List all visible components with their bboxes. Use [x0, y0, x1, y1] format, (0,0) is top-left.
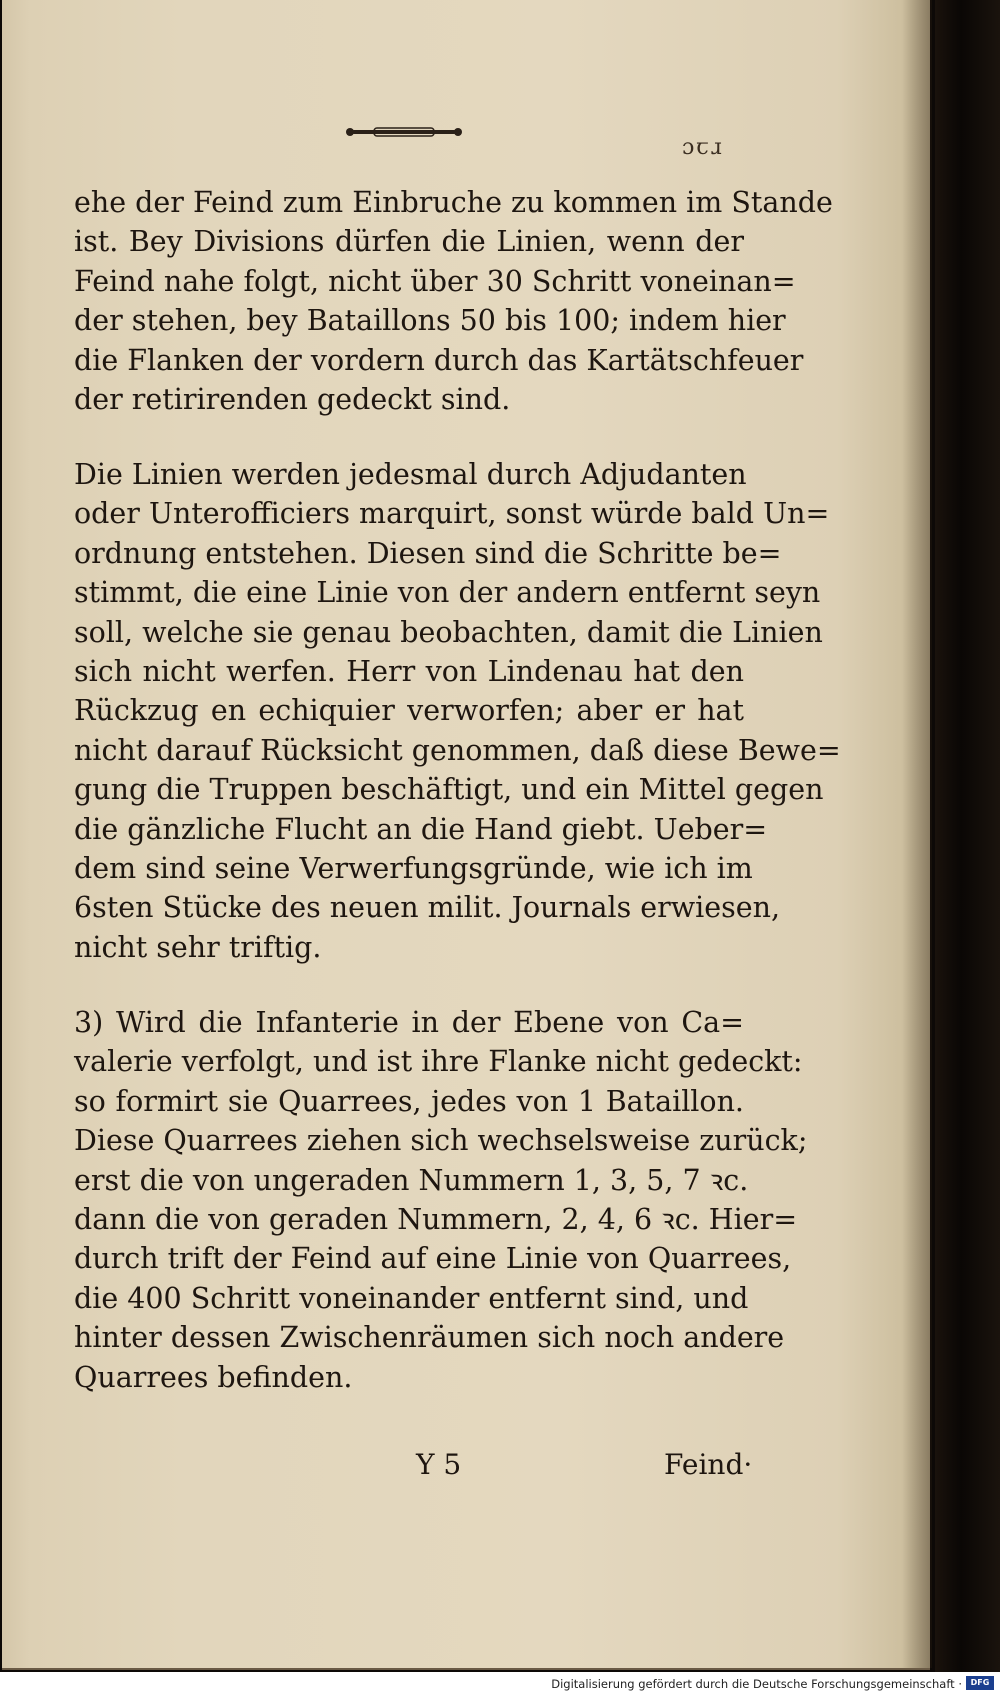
text-line: Rückzug en echiquier verworfen; aber er hat: [74, 694, 744, 728]
text-line: Feind nahe folgt, nicht über 30 Schritt voneinan=: [74, 264, 796, 298]
book-edge: [935, 0, 1000, 1672]
digitization-credit-bar: [0, 1672, 1000, 1696]
text-line: gung die Truppen beschäftigt, und ein Mittel gegen: [74, 773, 824, 807]
text-line: Diese Quarrees ziehen sich wechselsweise zurück;: [74, 1124, 808, 1158]
text-line: so formirt sie Quarrees, jedes von 1 Bataillon.: [74, 1084, 744, 1118]
dfg-logo-icon: DFG: [966, 1676, 994, 1690]
text-line: dem sind seine Verwerfungsgründe, wie ich im: [74, 852, 753, 886]
paragraph-1: [74, 183, 833, 419]
paragraph-3: [74, 1003, 808, 1397]
book-page: [2, 0, 930, 1670]
page-gutter-shadow: [902, 0, 932, 1668]
text-line: die 400 Schritt voneinander entfernt sind, und: [74, 1281, 749, 1315]
credit-text: Digitalisierung gefördert durch die Deutsche Forschungsgemeinschaft ·: [551, 1677, 962, 1691]
header-ornament: [344, 126, 464, 138]
paragraph-2: [74, 455, 841, 967]
text-line: sich nicht werfen. Herr von Lindenau hat den: [74, 655, 744, 689]
text-line: 3) Wird die Infanterie in der Ebene von Ca=: [74, 1006, 744, 1039]
text-line: oder Unterofficiers marquirt, sonst würde bald Un=: [74, 497, 830, 531]
text-line: durch trift der Feind auf eine Linie von Quarrees,: [74, 1242, 792, 1276]
signature-mark: Y 5: [416, 1448, 462, 1481]
text-line: nicht sehr triftig.: [74, 930, 322, 964]
text-line: hinter dessen Zwischenräumen sich noch andere: [74, 1321, 785, 1355]
text-line: soll, welche sie genau beobachten, damit die Linien: [74, 615, 823, 649]
page-footer: [2, 1448, 932, 1488]
text-line: der stehen, bey Bataillons 50 bis 100; indem hier: [74, 304, 786, 338]
text-line: Quarrees befinden.: [74, 1360, 353, 1394]
page-header-mark: ɔꞇɹ: [682, 135, 724, 160]
text-line: der retirirenden gedeckt sind.: [74, 383, 511, 417]
text-line: ordnung entstehen. Diesen sind die Schritte be=: [74, 536, 782, 570]
text-line: Die Linien werden jedesmal durch Adjudanten: [74, 458, 747, 491]
text-line: die Flanken der vordern durch das Kartätschfeuer: [74, 343, 804, 377]
text-line: dann die von geraden Nummern, 2, 4, 6 ꝛc. Hier=: [74, 1203, 798, 1237]
text-line: valerie verfolgt, und ist ihre Flanke nicht gedeckt:: [74, 1045, 803, 1079]
catchword: Feind·: [664, 1448, 753, 1481]
text-line: nicht darauf Rücksicht genommen, daß diese Bewe=: [74, 733, 841, 767]
text-line: stimmt, die eine Linie von der andern entfernt seyn: [74, 576, 821, 610]
text-line: die gänzliche Flucht an die Hand giebt. Ueber=: [74, 812, 768, 846]
text-line: erst die von ungeraden Nummern 1, 3, 5, 7 ꝛc.: [74, 1163, 749, 1197]
text-line: 6sten Stücke des neuen milit. Journals erwiesen,: [74, 891, 781, 925]
text-line: ist. Bey Divisions dürfen die Linien, wenn der: [74, 225, 744, 259]
text-line: ehe der Feind zum Einbruche zu kommen im Stande: [74, 186, 833, 219]
